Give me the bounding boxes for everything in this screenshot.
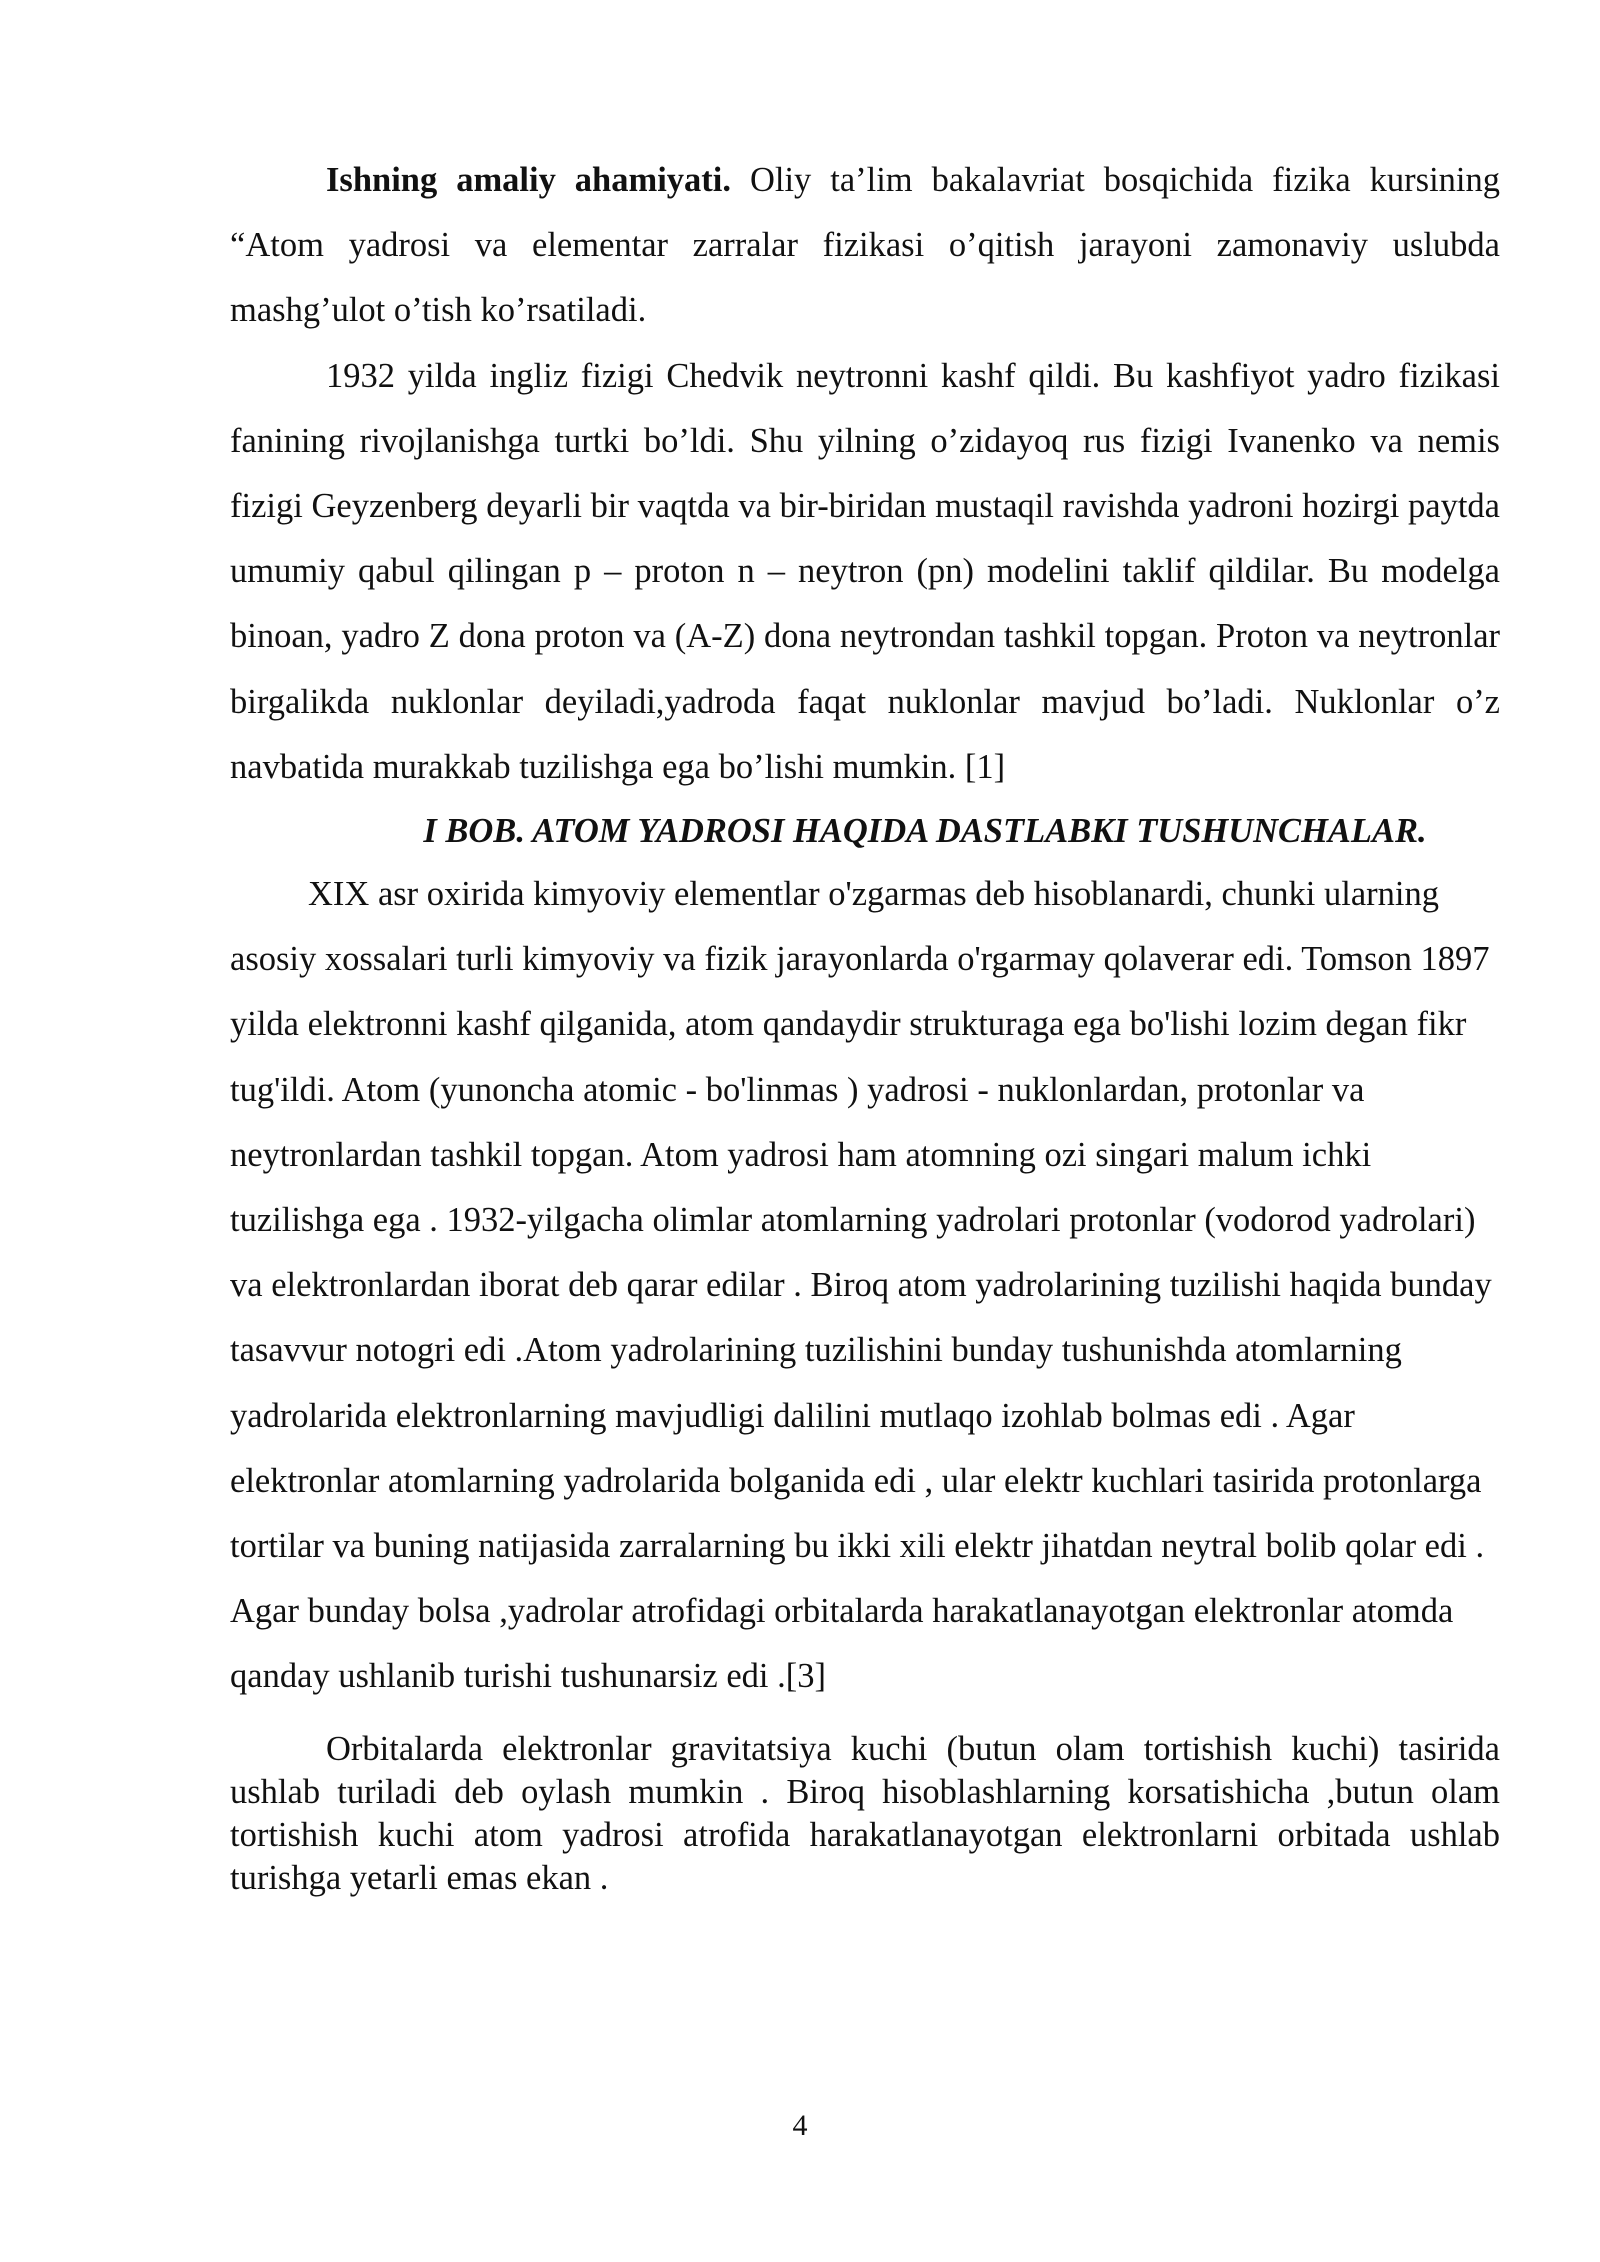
paragraph-gravitation: Orbitalarda elektronlar gravitatsiya kuchi (butun olam tortishish kuchi) tasirida ushlab turiladi deb oylash mumkin . Biroq hisoblashlarning korsatishicha ,butun olam tortishish kuchi atom yadrosi atrofida harakatlanayotgan elektronlarni orbitada ushlab turishga yetarli emas ekan . [230,1729,1500,1897]
page-body [230,148,1500,1900]
paragraph-lead: Ishning amaliy ahamiyati. [326,161,732,199]
paragraph-neutron-discovery: 1932 yilda ingliz fizigi Chedvik neytronni kashf qildi. Bu kashfiyot yadro fizikasi fanining rivojlanishga turtki bo’ldi. Shu yilning o’zidayoq rus fizigi Ivanenko va nemis fizigi Geyzenberg deyarli bir vaqtda va bir-biridan mustaqil ravishda yadroni hozirgi paytda umumiy qabul qilingan p – proton n – neytron (pn) modelini taklif qildilar. Bu modelga binoan, yadro Z dona proton va (A-Z) dona neytrondan tashkil topgan. Proton va neytronlar birgalikda nuklonlar deyiladi,yadroda faqat nuklonlar mavjud bo’ladi. Nuklonlar o’z navbatida murakkab tuzilishga ega bo’lishi mumkin. [1] [230,356,1500,786]
chapter-heading: I BOB. ATOM YADROSI HAQIDA DASTLABKI TUSHUNCHALAR. [423,812,1427,851]
page-number: 4 [792,2109,808,2142]
paragraph-atom-structure: XIX asr oxirida kimyoviy elementlar o'zgarmas deb hisoblanardi, chunki ularning asosiy xossalari turli kimyoviy va fizik jarayonlarda o'rgarmay qolaverar edi. Tomson 1897 yilda elektronni kashf qilganida, atom qandaydir strukturaga ega bo'lishi lozim degan fikr tug'ildi. Atom (yunoncha atomic - bo'linmas ) yadrosi - nuklonlardan, protonlar va neytronlardan tashkil topgan. Atom yadrosi ham atomning ozi singari malum ichki tuzilishga ega . 1932-yilgacha olimlar atomlarning yadrolari protonlar (vodorod yadrolari) va elektronlardan iborat deb qarar edilar . Biroq atom yadrolarining tuzilishi haqida bunday tasavvur notogri edi .Atom yadrolarining tuzilishini bunday tushunishda atomlarning yadrolarida elektronlarning mavjudligi dalilini mutlaqo izohlab bolmas edi . Agar elektronlar atomlarning yadrolarida bolganida edi , ular elektr kuchlari tasirida protonlarga tortilar va buning natijasida zarralarning bu ikki xili elektr jihatdan neytral bolib qolar edi . Agar bunday bolsa ,yadrolar atrofidagi orbitalarda harakatlanayotgan elektronlar atomda qanday ushlanib turishi tushunarsiz edi .[3] [230,875,1492,1696]
paragraph-practical-significance [230,148,1500,344]
paragraph-text: Oliy ta’lim bakalavriat bosqichida fizika kursining “Atom yadrosi va elementar zarralar fizikasi o’qitish jarayoni zamonaviy uslubda mashg’ulot o’tish ko’rsatiladi. [230,161,1500,330]
